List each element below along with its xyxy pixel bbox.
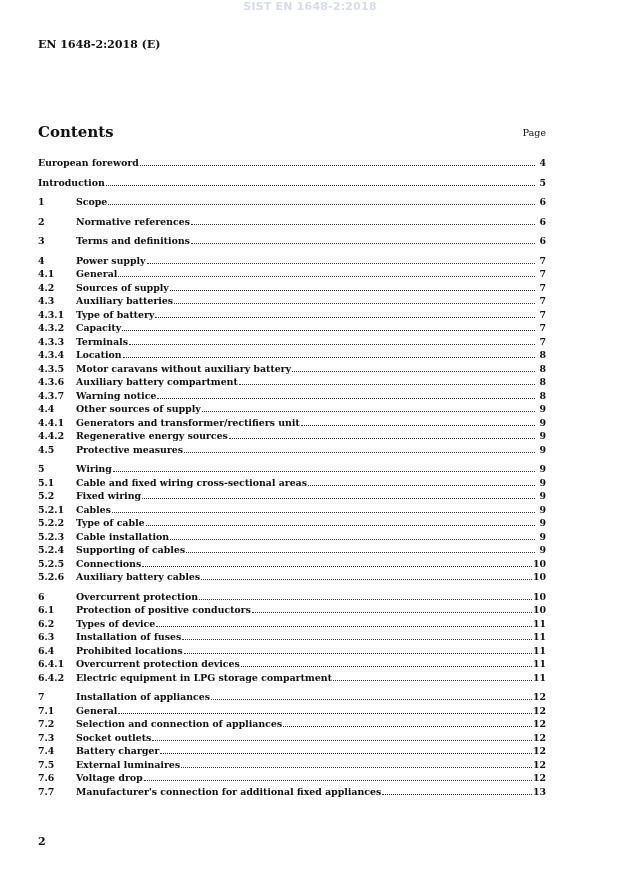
dot-leader	[106, 177, 535, 186]
toc-entry[interactable]	[38, 558, 546, 572]
toc-entry-title: Other sources of supply	[76, 404, 201, 415]
toc-entry-number: 6.1	[38, 605, 55, 616]
toc-entry-page: 9	[539, 464, 546, 475]
toc-entry-title: Normative references	[76, 216, 190, 228]
toc-entry-page: 11	[532, 618, 546, 630]
toc-entry-title: Installation of appliances	[76, 692, 211, 703]
toc-entry-title: Prohibited locations	[76, 645, 183, 657]
toc-entry[interactable]	[38, 349, 546, 363]
toc-entry-number: 4.3.1	[38, 309, 65, 321]
toc-entry-number: 6.3	[38, 632, 55, 643]
dot-leader	[155, 309, 535, 318]
toc-entry-number: 1	[38, 197, 45, 208]
toc-entry[interactable]	[38, 157, 546, 171]
toc-entry-title: Selection and connection of appliances	[76, 719, 283, 730]
dot-leader	[122, 322, 535, 331]
toc-entry-title: Types of device	[76, 618, 156, 630]
toc-entry-page: 9	[539, 491, 546, 502]
toc-entry-page: 12	[532, 773, 546, 784]
toc-entry-page: 7	[539, 282, 546, 294]
dot-leader	[142, 490, 535, 499]
toc-entry-page: 11	[532, 645, 546, 657]
dot-leader	[229, 430, 535, 439]
toc-entry-page: 10	[532, 558, 546, 570]
toc-entry-number: 7.4	[38, 746, 55, 757]
dot-leader	[301, 417, 535, 426]
toc-entry[interactable]	[38, 390, 546, 404]
toc-entry[interactable]	[38, 309, 546, 323]
toc-entry-page: 8	[539, 377, 546, 388]
dot-leader	[170, 531, 535, 540]
dot-leader	[184, 444, 535, 453]
toc-entry[interactable]	[38, 336, 546, 350]
dot-leader	[129, 336, 535, 345]
toc-entry[interactable]	[38, 759, 546, 773]
toc-entry-page: 7	[539, 323, 546, 334]
toc-entry[interactable]	[38, 463, 546, 477]
toc-entry-title: Auxiliary batteries	[76, 296, 174, 307]
toc-entry[interactable]	[38, 604, 546, 618]
toc-entry-number: 7.6	[38, 773, 55, 784]
toc-entry-title: Terminals	[76, 336, 129, 348]
toc-entry-number: 6.4.2	[38, 672, 65, 684]
toc-entry[interactable]	[38, 282, 546, 296]
dot-leader	[308, 477, 535, 486]
toc-entry[interactable]	[38, 490, 546, 504]
toc-entry-page: 10	[532, 572, 546, 583]
toc-group	[38, 216, 546, 230]
toc-entry-number: 4.5	[38, 444, 55, 456]
toc-entry-page: 7	[539, 309, 546, 321]
dot-leader	[157, 390, 535, 399]
toc-entry[interactable]	[38, 631, 546, 645]
dot-leader	[283, 718, 532, 727]
dot-leader	[142, 558, 532, 567]
toc-entry-number: 4	[38, 255, 45, 267]
toc-entry-number: 4.3.6	[38, 377, 65, 388]
dot-leader	[140, 157, 535, 166]
toc-entry-page: 12	[532, 705, 546, 717]
toc-entry[interactable]	[38, 544, 546, 558]
dot-leader	[191, 216, 535, 225]
toc-entry-title: External luminaires	[76, 759, 181, 771]
toc-entry[interactable]	[38, 417, 546, 431]
page-column-label: Page	[522, 128, 546, 139]
toc-entry[interactable]	[38, 376, 546, 390]
toc-entry[interactable]	[38, 255, 546, 269]
dot-leader	[182, 631, 532, 640]
dot-leader	[156, 618, 532, 627]
toc-group	[38, 177, 546, 191]
toc-entry[interactable]	[38, 591, 546, 605]
toc-entry-title: Wiring	[76, 464, 112, 475]
toc-entry-title: Sources of supply	[76, 282, 169, 294]
toc-entry[interactable]	[38, 732, 546, 746]
toc-entry-number: 6.2	[38, 618, 55, 630]
toc-entry-title: Fixed wiring	[76, 491, 142, 502]
toc-entry[interactable]	[38, 571, 546, 585]
dot-leader	[174, 295, 535, 304]
toc-entry-page: 5	[539, 177, 546, 189]
toc-entry-number: 4.3.7	[38, 390, 65, 402]
toc-entry[interactable]	[38, 196, 546, 210]
toc-entry-title: Overcurrent protection devices	[76, 659, 240, 670]
toc-entry[interactable]	[38, 177, 546, 191]
toc-entry-number: 5.1	[38, 477, 55, 489]
dot-leader	[199, 591, 532, 600]
toc-entry-number: 6.4	[38, 645, 55, 657]
toc-entry-number: 4.4.2	[38, 431, 65, 442]
toc-entry-title: Type of battery	[76, 309, 155, 321]
toc-entry[interactable]	[38, 322, 546, 336]
toc-entry[interactable]	[38, 363, 546, 377]
toc-entry-title: Protective measures	[76, 444, 184, 456]
toc-group	[38, 196, 546, 210]
dot-leader	[181, 759, 532, 768]
toc-entry-number: 5.2.3	[38, 531, 65, 543]
toc-group	[38, 463, 546, 585]
toc-entry-number: 5.2.4	[38, 545, 65, 556]
toc-entry-number: 5.2.1	[38, 504, 65, 516]
dot-leader	[211, 691, 532, 700]
toc-entry-page: 7	[539, 255, 546, 267]
dot-leader	[202, 403, 535, 412]
toc-entry-title: Terms and definitions	[76, 236, 190, 247]
toc-entry-title: Capacity	[76, 323, 122, 334]
toc-entry-page: 6	[539, 236, 546, 247]
toc-entry-number: 4.4	[38, 404, 55, 415]
toc-entry-title: Supporting of cables	[76, 545, 186, 556]
toc-entry-number: 7.1	[38, 705, 55, 717]
toc-entry[interactable]	[38, 618, 546, 632]
dot-leader	[160, 745, 532, 754]
dot-leader	[123, 349, 535, 358]
toc-entry-number: 7	[38, 692, 45, 703]
dot-leader	[113, 463, 535, 472]
toc-entry-number: 6	[38, 591, 45, 603]
watermark: SIST EN 1648-2:2018	[243, 0, 377, 13]
toc-entry-title: Installation of fuses	[76, 632, 182, 643]
toc-entry-number: 4.3.3	[38, 336, 65, 348]
dot-leader	[333, 672, 532, 681]
toc-entry-page: 9	[539, 531, 546, 543]
dot-leader	[184, 645, 532, 654]
toc-entry-page: 12	[532, 746, 546, 757]
toc-entry-number: 4.3.5	[38, 363, 65, 375]
toc-group	[38, 235, 546, 249]
dot-leader	[239, 376, 535, 385]
dot-leader	[118, 268, 535, 277]
dot-leader	[144, 772, 532, 781]
toc-entry-page: 9	[539, 545, 546, 556]
toc-entry-title: General	[76, 269, 118, 280]
toc-entry[interactable]	[38, 430, 546, 444]
toc-entry[interactable]	[38, 705, 546, 719]
toc-entry-title: Cable and fixed wiring cross-sectional areas	[76, 477, 308, 489]
dot-leader	[152, 732, 532, 741]
toc-entry-title: Warning notice	[76, 390, 157, 402]
toc-entry-title: Cable installation	[76, 531, 170, 543]
toc-entry-title: Auxiliary battery cables	[76, 572, 201, 583]
toc-entry[interactable]	[38, 718, 546, 732]
toc-entry-number: 5.2.5	[38, 558, 65, 570]
table-of-contents	[38, 157, 546, 805]
toc-entry-page: 12	[532, 692, 546, 703]
dot-leader	[146, 517, 535, 526]
toc-entry-title: Motor caravans without auxiliary battery	[76, 363, 292, 375]
toc-entry-page: 12	[532, 719, 546, 730]
toc-entry[interactable]	[38, 745, 546, 759]
toc-entry-title: Battery charger	[76, 746, 160, 757]
dot-leader	[191, 235, 535, 244]
toc-entry-page: 12	[532, 732, 546, 744]
toc-entry-page: 6	[539, 216, 546, 228]
toc-entry-page: 8	[539, 363, 546, 375]
toc-entry[interactable]	[38, 403, 546, 417]
toc-entry-number: 6.4.1	[38, 659, 65, 670]
dot-leader	[382, 786, 532, 795]
toc-entry-number: 4.3.2	[38, 323, 65, 334]
toc-entry-page: 10	[532, 605, 546, 616]
toc-group	[38, 591, 546, 686]
toc-entry-page: 9	[539, 518, 546, 529]
dot-leader	[108, 196, 535, 205]
toc-entry-page: 9	[539, 444, 546, 456]
dot-leader	[112, 504, 535, 513]
toc-entry-number: 5.2.6	[38, 572, 65, 583]
toc-entry-title: Socket outlets	[76, 732, 152, 744]
toc-entry-title: Generators and transformer/rectifiers unit	[76, 417, 300, 429]
toc-entry-page: 9	[539, 504, 546, 516]
contents-title: Contents	[38, 123, 114, 141]
toc-entry-page: 12	[532, 759, 546, 771]
toc-group	[38, 691, 546, 799]
dot-leader	[241, 658, 532, 667]
toc-entry[interactable]	[38, 517, 546, 531]
toc-entry-title: Introduction	[38, 177, 105, 189]
dot-leader	[118, 705, 532, 714]
toc-entry-title: European foreword	[38, 158, 139, 169]
toc-entry-title: Type of cable	[76, 518, 145, 529]
toc-entry-number: 7.3	[38, 732, 55, 744]
toc-entry[interactable]	[38, 786, 546, 800]
toc-entry-number: 2	[38, 216, 45, 228]
toc-entry[interactable]	[38, 504, 546, 518]
toc-entry-page: 13	[532, 786, 546, 798]
toc-entry-page: 11	[532, 672, 546, 684]
dot-leader	[201, 571, 532, 580]
dot-leader	[186, 544, 535, 553]
toc-entry-page: 9	[539, 431, 546, 442]
toc-entry-number: 3	[38, 236, 45, 247]
toc-entry-number: 7.7	[38, 786, 55, 798]
toc-entry-page: 10	[532, 591, 546, 603]
toc-entry-title: Manufacturer's connection for additional fixed appliances	[76, 786, 382, 798]
toc-entry[interactable]	[38, 268, 546, 282]
toc-entry[interactable]	[38, 658, 546, 672]
toc-entry-title: Regenerative energy sources	[76, 431, 228, 442]
toc-entry-title: Voltage drop	[76, 773, 143, 784]
toc-entry[interactable]	[38, 295, 546, 309]
toc-entry-number: 4.3.4	[38, 350, 65, 361]
toc-entry-page: 6	[539, 197, 546, 208]
toc-entry-title: Location	[76, 350, 122, 361]
toc-entry-page: 4	[539, 158, 546, 169]
toc-entry[interactable]	[38, 477, 546, 491]
toc-group	[38, 157, 546, 171]
page-number: 2	[38, 835, 46, 848]
document-id: EN 1648-2:2018 (E)	[38, 38, 161, 51]
toc-entry-title: Protection of positive conductors	[76, 605, 251, 616]
toc-entry-number: 7.2	[38, 719, 55, 730]
toc-entry-title: Power supply	[76, 255, 146, 267]
toc-entry-title: Overcurrent protection	[76, 591, 199, 603]
toc-entry-number: 4.4.1	[38, 417, 65, 429]
toc-entry-title: Connections	[76, 558, 142, 570]
dot-leader	[292, 363, 535, 372]
toc-entry-page: 11	[532, 659, 546, 670]
toc-entry-title: Electric equipment in LPG storage compartment	[76, 672, 332, 684]
toc-entry[interactable]	[38, 235, 546, 249]
toc-entry-number: 4.3	[38, 296, 55, 307]
toc-entry-page: 8	[539, 390, 546, 402]
toc-entry[interactable]	[38, 645, 546, 659]
toc-entry[interactable]	[38, 772, 546, 786]
toc-entry[interactable]	[38, 444, 546, 458]
toc-entry[interactable]	[38, 672, 546, 686]
toc-entry-page: 7	[539, 336, 546, 348]
toc-entry-number: 7.5	[38, 759, 55, 771]
toc-entry-number: 4.1	[38, 269, 55, 280]
dot-leader	[170, 282, 535, 291]
toc-entry-page: 11	[532, 632, 546, 643]
toc-entry-number: 5	[38, 464, 45, 475]
toc-group	[38, 255, 546, 458]
toc-entry-page: 9	[539, 477, 546, 489]
toc-entry-number: 5.2.2	[38, 518, 65, 529]
toc-entry-page: 8	[539, 350, 546, 361]
toc-entry[interactable]	[38, 691, 546, 705]
toc-entry-page: 7	[539, 269, 546, 280]
toc-entry-number: 4.2	[38, 282, 55, 294]
toc-entry-number: 5.2	[38, 491, 55, 502]
toc-entry-page: 9	[539, 404, 546, 415]
toc-entry-title: Auxiliary battery compartment	[76, 377, 238, 388]
toc-entry-title: General	[76, 705, 118, 717]
toc-entry-page: 7	[539, 296, 546, 307]
dot-leader	[252, 604, 532, 613]
toc-entry-title: Cables	[76, 504, 111, 516]
dot-leader	[147, 255, 535, 264]
toc-entry-title: Scope	[76, 197, 108, 208]
toc-entry[interactable]	[38, 216, 546, 230]
toc-entry[interactable]	[38, 531, 546, 545]
toc-entry-page: 9	[539, 417, 546, 429]
